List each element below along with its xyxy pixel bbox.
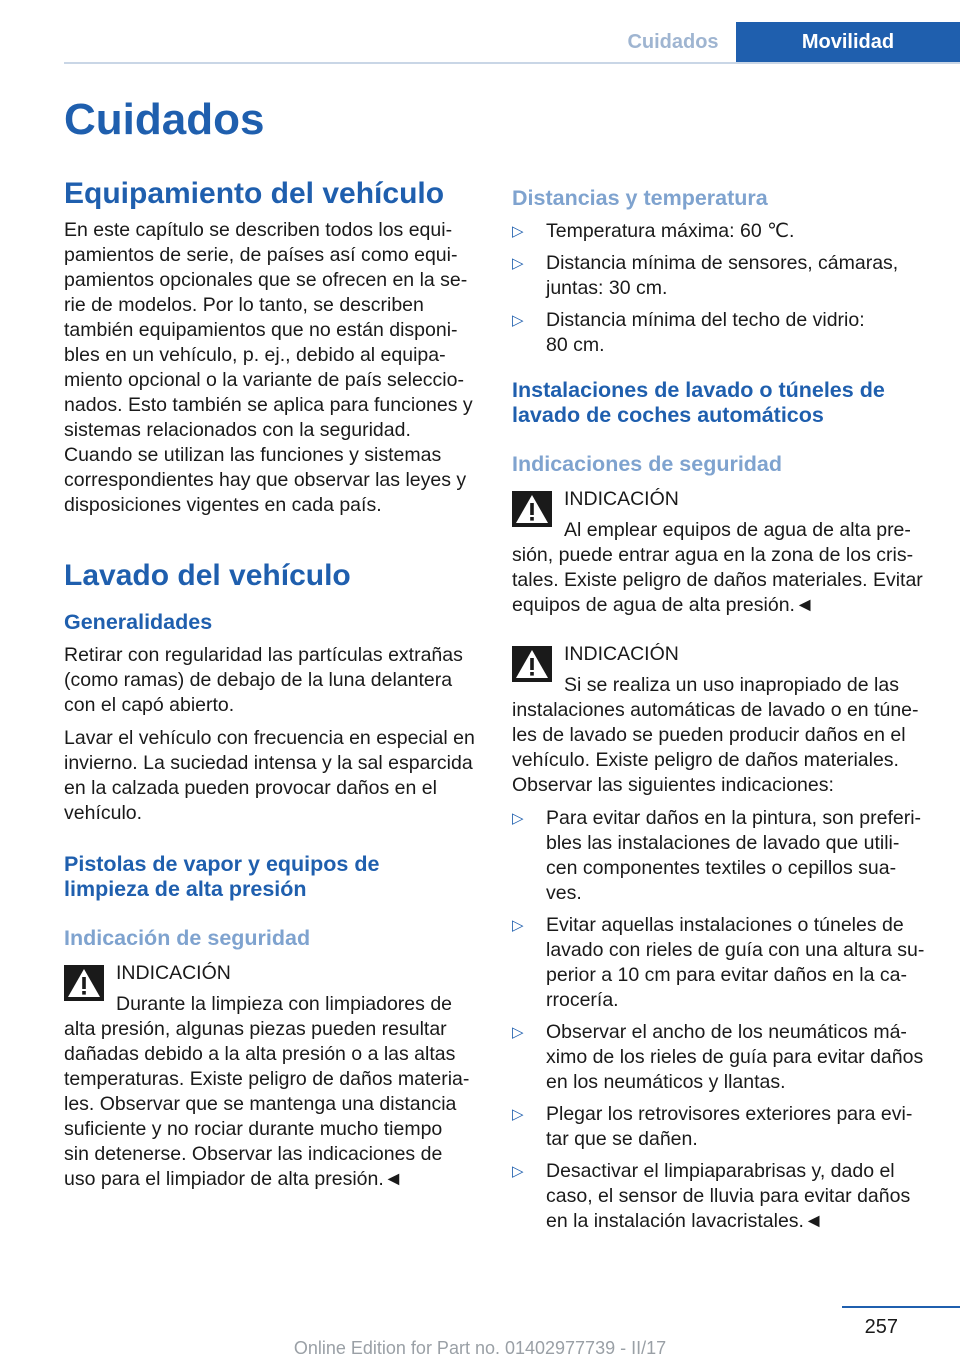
warning-block-car-wash: INDICACIÓN Si se realiza un uso inapropiado de las instalaciones automáticas de lavado o en túne- les de lavado se pueden producir daños en el vehículo. Existe peligro de daños materiales. Observar las siguientes indicaciones: xyxy=(512,642,928,798)
bullet-icon: ▷ xyxy=(512,810,524,827)
warning-title: INDICACIÓN xyxy=(116,962,231,984)
warning-block-water-pressure: INDICACIÓN Al emplear equipos de agua de alta pre- sión, puede entrar agua en la zona de los cris- tales. Existe peligro de daños materiales. Evitar equipos de agua de alta presión.◄ xyxy=(512,487,928,618)
warning-triangle-icon xyxy=(512,491,552,527)
footer-divider xyxy=(842,1306,960,1308)
subheading-distancias: Distancias y temperatura xyxy=(512,186,768,210)
subheading-indicaciones-seguridad: Indicaciones de seguridad xyxy=(512,452,783,476)
edition-footer: Online Edition for Part no. 01402977739 - II/17 xyxy=(293,1338,667,1358)
subheading-generalidades: Generalidades xyxy=(64,610,213,634)
warning-triangle-icon xyxy=(64,965,104,1001)
car-wash-list xyxy=(512,806,928,1234)
subheading-indicacion-seguridad: Indicación de seguridad xyxy=(64,926,311,950)
subheading-pistolas-vapor: Pistolas de vapor y equipos de limpieza de alta presión xyxy=(64,852,380,901)
equipment-paragraph: En este capítulo se describen todos los equi- pamientos de serie, de países así como equi- pamientos opcionales que se ofrecen en la se- rie de modelos. Por lo tanto, se describen también equipamientos que no están disponi- bles en un vehículo, p. ej., debido al equipa- miento opcional o la variante de país seleccio- nados. Esto también se aplica para funciones y sistemas relacionados con la seguridad. Cuando se utilizan las funciones y sistemas correspondientes hay que observar las leyes y disposiciones vigentes en cada país. xyxy=(64,219,473,516)
bullet-icon: ▷ xyxy=(512,312,524,329)
warning-triangle-icon xyxy=(512,646,552,682)
distances-list xyxy=(512,219,928,358)
list-item: ▷ Distancia mínima del techo de vidrio: 80 cm. xyxy=(512,309,865,356)
list-item: ▷ Evitar aquellas instalaciones o túneles de lavado con rieles de guía con una altura su- perior a 10 cm para evitar daños en la ca- rrocería. xyxy=(512,914,925,1011)
header-divider xyxy=(64,62,960,64)
page-number: 257 xyxy=(864,1316,898,1338)
warning-title: INDICACIÓN xyxy=(564,643,679,665)
tab-cuidados[interactable]: Cuidados xyxy=(627,30,719,53)
bullet-icon: ▷ xyxy=(512,223,524,240)
list-item: ▷ Plegar los retrovisores exteriores para evi- tar que se dañen. xyxy=(512,1103,913,1150)
chapter-title: Cuidados xyxy=(64,95,265,144)
warning-block-high-pressure: INDICACIÓN Durante la limpieza con limpiadores de alta presión, algunas piezas pueden resultar dañadas debido a la alta presión o a las altas temperaturas. Existe peligro de daños materia- les. Observar que se mantenga una distancia suficiente y no rociar durante mucho tiempo sin detenerse. Observar las indicaciones de uso para el limpiador de alta presión.◄ xyxy=(64,961,480,1192)
list-item: ▷ Temperatura máxima: 60 ℃. xyxy=(512,220,795,242)
subheading-instalaciones-lavado: Instalaciones de lavado o túneles de lavado de coches automáticos xyxy=(512,378,885,427)
bullet-icon: ▷ xyxy=(512,1163,524,1180)
list-item: ▷ Distancia mínima de sensores, cámaras, juntas: 30 cm. xyxy=(512,252,899,299)
left-column xyxy=(64,176,480,1192)
list-item: ▷ Observar el ancho de los neumáticos má- ximo de los rieles de guía para evitar daños en los neumáticos y llantas. xyxy=(512,1021,924,1093)
bullet-icon: ▷ xyxy=(512,917,524,934)
right-column xyxy=(512,176,928,1241)
bullet-icon: ▷ xyxy=(512,1024,524,1041)
header-tabs xyxy=(610,22,960,62)
washing-paragraph-1: Retirar con regularidad las partículas extrañas (como ramas) de debajo de la luna delantera con el capó abierto. xyxy=(64,644,463,716)
list-item: ▷ Desactivar el limpiaparabrisas y, dado el caso, el sensor de lluvia para evitar daños en la instalación lavacristales.◄ xyxy=(512,1160,911,1232)
warning-title: INDICACIÓN xyxy=(564,488,679,510)
bullet-icon: ▷ xyxy=(512,1106,524,1123)
section-heading-equipamiento: Equipamiento del vehículo xyxy=(64,177,445,210)
section-heading-lavado: Lavado del vehículo xyxy=(64,559,351,592)
list-item: ▷ Para evitar daños en la pintura, son preferi- bles las instalaciones de lavado que utili- cen componentes textiles o cepillos sua- ves. xyxy=(512,807,922,904)
tab-movilidad[interactable]: Movilidad xyxy=(736,22,960,62)
washing-paragraph-2: Lavar el vehículo con frecuencia en especial en invierno. La suciedad intensa y la sal esparcida en la calzada pueden provocar daños en el vehículo. xyxy=(64,727,475,824)
bullet-icon: ▷ xyxy=(512,255,524,272)
